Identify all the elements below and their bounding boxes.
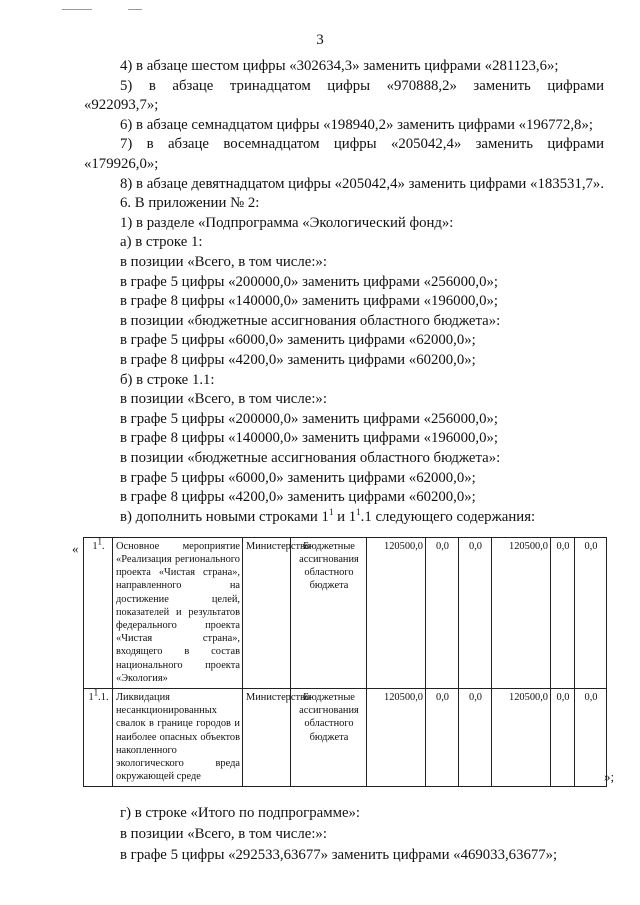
row-value: 120500,0 — [367, 689, 426, 787]
text-line: «922093,7»; — [84, 97, 159, 114]
row-value: 0,0 — [551, 537, 575, 688]
text-line: в графе 5 цифры «292533,63677» заменить цифрами «469033,63677»; — [120, 847, 558, 864]
row-value: 0,0 — [459, 537, 492, 688]
text-line: в графе 5 цифры «200000,0» заменить цифрами «256000,0»; — [120, 410, 498, 427]
text-line-add-rows — [120, 507, 604, 529]
row-funding-source: Бюджетные ассигнования областного бюджета — [291, 537, 367, 688]
superscript: 1 — [356, 506, 361, 517]
row-value: 0,0 — [551, 689, 575, 787]
text-fragment: и 1 — [333, 508, 357, 525]
superscript: 1 — [328, 506, 334, 517]
text-fragment: в) дополнить новыми строками 1 — [120, 508, 329, 525]
row-executor: Министерство — [243, 689, 291, 787]
text-line: 6) в абзаце семнадцатом цифры «198940,2» заменить цифрами «196772,8»; — [120, 116, 593, 133]
text-line: 1) в разделе «Подпрограмма «Экологический фонд»: — [120, 214, 454, 231]
text-line: в графе 8 цифры «4200,0» заменить цифрами «60200,0»; — [120, 489, 476, 506]
row-value: 0,0 — [459, 689, 492, 787]
row-executor: Министерство — [243, 537, 291, 688]
table-open-quote: « — [72, 540, 79, 556]
table-row — [84, 537, 607, 688]
row-number: $1^1$. — [84, 537, 113, 688]
text-line: «179926,0»; — [84, 156, 159, 172]
text-line: 7) в абзаце восемнадцатом цифры «205042,4» заменить цифрами — [120, 136, 604, 153]
text-line: в позиции «бюджетные ассигнования областного бюджета»: — [120, 312, 501, 329]
text-line: в позиции «Всего, в том числе:»: — [120, 254, 327, 270]
scan-artifact — [62, 9, 92, 10]
row-value: 120500,0 — [367, 537, 426, 688]
text-line: б) в строке 1.1: — [120, 371, 215, 388]
row-number: $1^1.1$. — [84, 689, 113, 787]
row-description: Ликвидация несанкционированных свалок в границе городов и наиболее опасных объектов накопленного экологического вреда окружающей среде — [113, 689, 243, 787]
row-value: 0,0 — [575, 537, 607, 688]
row-description: Основное мероприятие «Реализация регионального проекта «Чистая страна», направленного на достижение целей, показателей и результатов федерального проекта «Чистая страна», входящего в состав национального проекта «Экология» — [113, 537, 243, 688]
row-value: 0,0 — [426, 537, 459, 688]
table-row — [84, 689, 607, 787]
row-value: 120500,0 — [492, 537, 551, 688]
scan-artifact — [128, 9, 142, 10]
text-line: 4) в абзаце шестом цифры «302634,3» заменить цифрами «281123,6»; — [120, 58, 559, 74]
text-line: г) в строке «Итого по подпрограмме»: — [120, 805, 361, 822]
text-line: в графе 5 цифры «200000,0» заменить цифрами «256000,0»; — [120, 273, 498, 290]
text-line: 6. В приложении № 2: — [120, 195, 260, 212]
text-line: в позиции «Всего, в том числе:»: — [120, 826, 327, 843]
text-fragment: .1 следующего содержания: — [360, 508, 536, 525]
text-line: в графе 5 цифры «6000,0» заменить цифрами «62000,0»; — [120, 469, 476, 486]
row-value: 0,0 — [426, 689, 459, 787]
table-close-quote: »; — [604, 769, 615, 785]
text-line: 8) в абзаце девятнадцатом цифры «205042,4» заменить цифрами «183531,7». — [120, 175, 605, 192]
inserted-rows-table — [83, 537, 607, 788]
row-funding-source: Бюджетные ассигнования областного бюджета — [291, 689, 367, 787]
text-line: в графе 5 цифры «6000,0» заменить цифрами «62000,0»; — [120, 332, 476, 349]
text-line: а) в строке 1: — [120, 234, 203, 251]
row-value: 0,0 — [575, 689, 607, 787]
text-line: в графе 8 цифры «140000,0» заменить цифрами «196000,0»; — [120, 430, 498, 447]
text-line: в позиции «бюджетные ассигнования областного бюджета»: — [120, 450, 501, 466]
text-line: в графе 8 цифры «4200,0» заменить цифрами «60200,0»; — [120, 352, 476, 368]
row-value: 120500,0 — [492, 689, 551, 787]
text-line: в графе 8 цифры «140000,0» заменить цифрами «196000,0»; — [120, 293, 498, 310]
text-line: в позиции «Всего, в том числе:»: — [120, 391, 327, 408]
text-line: 5) в абзаце тринадцатом цифры «970888,2» заменить цифрами — [120, 77, 604, 94]
page-number: 3 — [316, 32, 324, 48]
